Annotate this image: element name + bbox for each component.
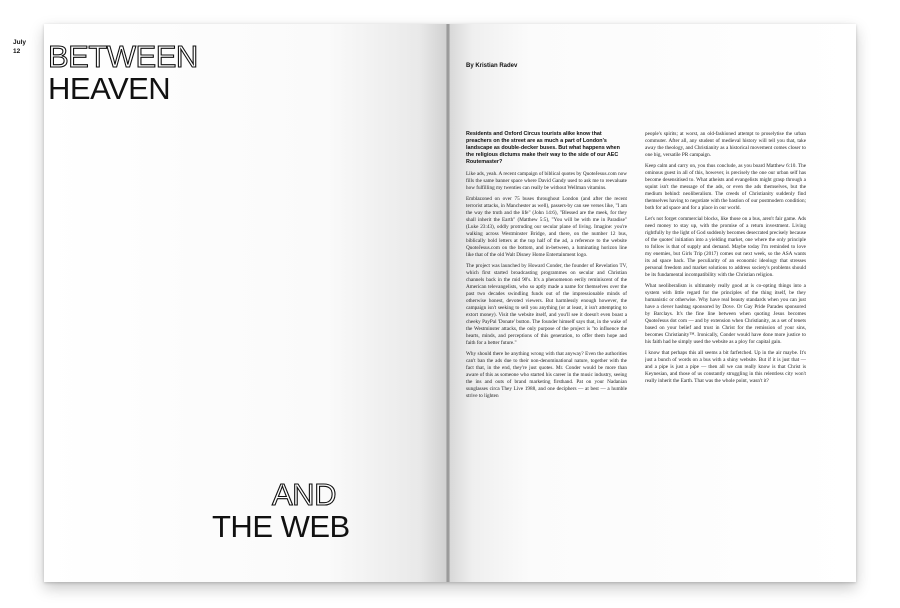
standfirst: Residents and Oxford Circus tourists alike know that preachers on the street are as much a part of London's landscape as double-decker buses. But what happens when the religious dictums make their way to the side of our AEC Routemaster? xyxy=(466,131,620,165)
title-and-outline: AND xyxy=(272,477,336,512)
byline: By Kristian Radev xyxy=(466,63,518,69)
date-day: 12 xyxy=(13,48,21,55)
paragraph: Like ads, yeah. A recent campaign of biblical quotes by QuoteJesus.com now fills the same banner space where David Gandy used to ask me to reevaluate how fulfilling my twenties can really be without Wellman vitamins. xyxy=(466,171,627,191)
title-between-outline: BETWEEN xyxy=(48,39,198,74)
paragraph: Keep calm and carry on, you thus conclude, as you board Matthew 6:10. The ominous guest in all of this, however, is precisely the one our urban self has become desensitised to. What atheists and evangelists might grasp through a squint isn't the message of the ads, or even the ads themselves, but the medium behind: neoliberalism. The creeds of Christianity suddenly find themselves having to negotiate with the bastion of our postmodern condition; both for ad space and for a place in our world. xyxy=(645,163,806,211)
issue-date xyxy=(13,38,26,56)
date-month: July xyxy=(13,39,27,46)
left-page xyxy=(44,24,448,582)
title-the-web: THE WEB xyxy=(212,509,350,544)
paragraph: The project was launched by Howard Conder, the founder of Revelation TV, which first started broadcasting programmes on secular and Christian channels back in the mid 90's. It's a phenomenon eerily reminiscent of the American televangelists, who so aptly made a name for themselves over the past two decades swindling funds out of the impressionable minds of otherwise honest, devoted viewers. But harmlessly enough however, the campaign isn't seeking to sell you anything (or at least, it isn't attempting to extort money). Visit the website itself, and you'll see it doesn't even boast a cheeky PayPal 'Donate' button. The founder himself says that, in the wake of the Westminster attacks, the only purpose of the project is "to influence the hearts, minds, and perceptions of this generation, to offer them hope and faith for a better future." xyxy=(466,263,627,346)
paragraph: Emblazoned on over 75 buses throughout London (and after the recent terrorist attacks, in Manchester as well), passers-by can see verses like, "I am the way the truth and the life" (John 14:6), "Blessed are the meek, for they shall inherit the Earth" (Matthew 5:5), "You will be with me in Paradise" (Luke 23:43), oddly protruding our secular plane of living. Imagine: you're walking across Westminster Bridge, and there, on the number 12 bus, biblically bold letters at the top half of the ad, a reference to the website QuoteJesus.com on the bottom, and in-between, a luminating horizon line like that of the old Walt Disney Home Entertainment logo. xyxy=(466,196,627,258)
paragraph: Why should there be anything wrong with that anyway? Even the authorities can't ban the ads due to their non-denominational nature, together with the fact that, in the end, they're just quotes. Mr. Conder would be more than aware of this as someone who started his career in the music industry, seeing the ins and outs of brand marketing firsthand. Pat on your Nadanian sunglasses circa They Live 1988, and one deciphers — at best — a humble strive to lighten xyxy=(466,351,627,399)
paragraph: Let's not forget commercial blocks, like those on a bus, aren't fair game. Ads need money to stay up, with the promise of a return investment. Living rightfully by the light of God suddenly becomes desecrated precisely because of the quotes' initiation into a yielding market, one where the only principle to follow is that of supply and demand. Maybe today I'm reminded to love my enemies, but Girls Trip (2017) comes out next week, so the ASA wants its ad space back. The peculiarity of an economic ideology that stresses personal freedom and market solutions to address society's problems should be its fundamental incompatibility with the Christian religion. xyxy=(645,216,806,278)
paragraph: I know that perhaps this all seems a bit farfetched. Up in the air maybe. It's just a bunch of words on a bus with a shiny website. But if it is just that — and a pipe is just a pipe — then all we can really know is that Christ is Keynesian, and those of us constantly struggling in this relentless city won't really inherit the Earth. That was the whole point, wasn't it? xyxy=(645,350,806,384)
paragraph: people's spirits; at worst, an old-fashioned attempt to proselytise the urban commuter. After all, any student of medieval history will tell you that, take away the theology, and Christianity as a historical movement comes closer to one big, versatile PR campaign. xyxy=(645,131,806,158)
article-column-left xyxy=(466,131,627,551)
article-column-right xyxy=(645,131,806,551)
paragraph: What neoliberalism is ultimately really good at is co-opting things into a system with little regard for the principles of the thing itself, be they humanistic or otherwise. Why have real beauty standards when you can just have a clever hashtag sponsored by Dove. Or Gay Pride Parades sponsored by Barclays. It's the fine line between when quoting Jesus becomes QuoteJesus dot com — and by extension when Christianity, as a set of tenets based on your belief and trust in Christ for the remission of your sins, becomes Christianity™. Ironically, Conder would have done more justice to his faith had he simply used the website as a ploy for capital gain. xyxy=(645,283,806,345)
spine-gutter xyxy=(446,24,450,582)
title-heaven: HEAVEN xyxy=(48,71,171,106)
